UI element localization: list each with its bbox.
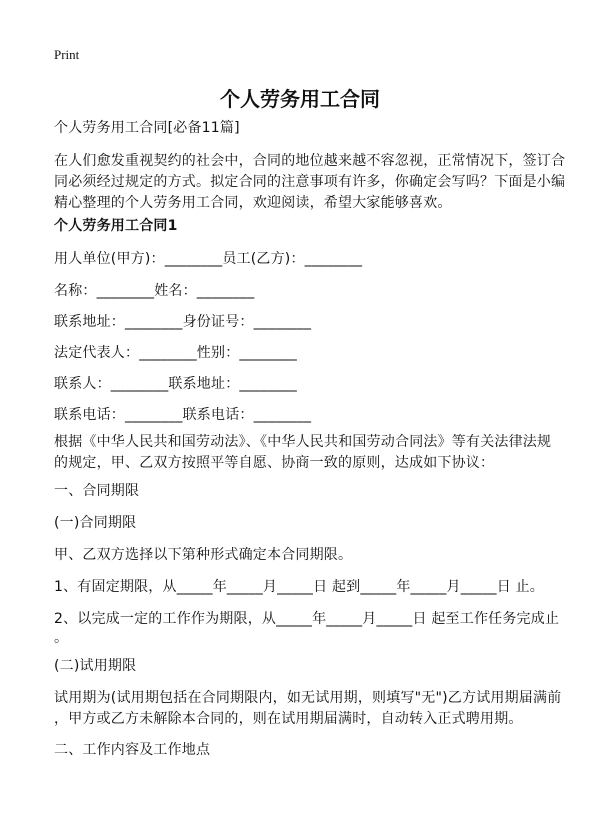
print-link[interactable]: Print (54, 47, 80, 62)
item-2-end: 。 (54, 630, 69, 646)
page-title: 个人劳务用工合同 (220, 87, 380, 111)
subclause-heading: (二)试用期限 (54, 658, 137, 674)
clause-text: 甲、乙双方选择以下第种形式确定本合同期限。 (54, 547, 353, 563)
intro-line: 在人们愈发重视契约的社会中，合同的地位越来越不容忽视，正常情况下，签订合 (54, 153, 566, 169)
basis-line: 的规定，甲、乙双方按照平等自愿、协商一致的原则，达成如下协议： (54, 455, 495, 471)
intro-line: 精心整理的个人劳务用工合同，欢迎阅读，希望大家能够喜欢。 (54, 195, 452, 211)
form-line: 联系电话：________联系电话：________ (54, 407, 312, 423)
form-line: 法定代表人：________性别：________ (54, 345, 297, 361)
form-line: 用人单位(甲方)：________员工(乙方)：________ (54, 251, 363, 267)
item-1: 1、有固定期限，从_____年_____月_____日 起到_____年_____月_____日 止。 (54, 579, 545, 595)
form-line: 名称：________姓名：________ (54, 283, 255, 299)
subtitle: 个人劳务用工合同[必备11篇] (54, 120, 240, 136)
clause-heading: 一、合同期限 (54, 483, 140, 499)
form-line: 联系人：________联系地址：________ (54, 376, 297, 392)
item-2: 2、以完成一定的工作作为期限，从_____年_____月_____日 起至工作任务完成止 (54, 611, 560, 627)
basis-line: 根据《中华人民共和国劳动法》、《中华人民共和国劳动合同法》等有关法律法规 (54, 434, 552, 450)
clause-heading: 二、工作内容及工作地点 (54, 742, 211, 758)
intro-line: 同必须经过规定的方式。拟定合同的注意事项有许多，你确定会写吗？下面是小编 (54, 174, 566, 190)
probation-line: 试用期为(试用期包括在合同期限内，如无试用期，则填写"无")乙方试用期届满前 (54, 690, 562, 706)
section-heading: 个人劳务用工合同1 (54, 218, 178, 234)
form-line: 联系地址：________身份证号：________ (54, 314, 312, 330)
subclause-heading: (一)合同期限 (54, 515, 137, 531)
probation-line: ，甲方或乙方未解除本合同的，则在试用期届满时，自动转入正式聘用期。 (54, 711, 523, 727)
